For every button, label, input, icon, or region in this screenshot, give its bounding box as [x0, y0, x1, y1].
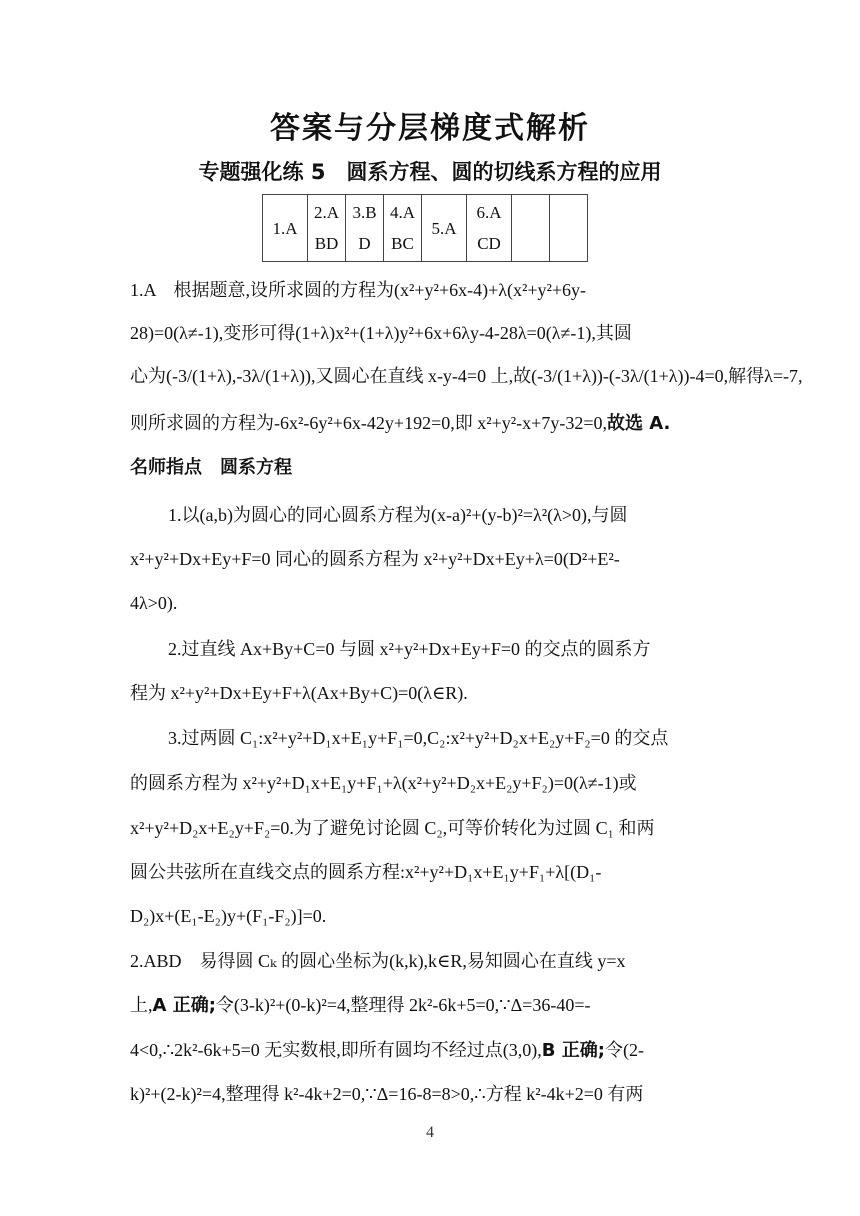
solution-2-line: 4<0,∴2k²-6k+5=0 无实数根,即所有圆均不经过点(3,0),B 正确;令(2-: [130, 1040, 644, 1061]
answer-cell: 3.B D: [346, 195, 384, 262]
section-subtitle: 专题强化练 5 圆系方程、圆的切线系方程的应用: [198, 160, 662, 184]
page-number: 4: [426, 1124, 434, 1141]
answer-cell-empty: [512, 195, 550, 262]
solution-2-line: k)²+(2-k)²=4,整理得 k²-4k+2=0,∵Δ=16-8=8>0,∴方程 k²-4k+2=0 有两: [130, 1084, 644, 1104]
teacher-tip-heading: 名师指点 圆系方程: [130, 457, 292, 478]
solution-2-line: 上,A 正确;令(3-k)²+(0-k)²=4,整理得 2k²-6k+5=0,∵Δ=36-40=-: [130, 995, 591, 1016]
tip-line: 1.以(a,b)为圆心的同心圆系方程为(x-a)²+(y-b)²=λ²(λ>0),与圆: [168, 505, 628, 525]
tip-line: x²+y²+Dx+Ey+F=0 同心的圆系方程为 x²+y²+Dx+Ey+λ=0(D²+E²-: [130, 549, 620, 569]
solution-1-line: 心为(-3/(1+λ),-3λ/(1+λ)),又圆心在直线 x-y-4=0 上,故(-3/(1+λ))-(-3λ/(1+λ))-4=0,解得λ=-7,: [130, 366, 803, 386]
answer-cell: 1.A: [263, 195, 308, 262]
b-correct-emphasis: B 正确;: [541, 1040, 605, 1061]
tip-line: 的圆系方程为 x²+y²+D₁x+E₁y+F₁+λ(x²+y²+D₂x+E₂y+F₂)=0(λ≠-1)或: [130, 773, 637, 793]
tip-line: 4λ>0).: [130, 593, 178, 613]
solution-1-line: 1.A 根据题意,设所求圆的方程为(x²+y²+6x-4)+λ(x²+y²+6y-: [130, 280, 587, 300]
tip-line: D₂)x+(E₁-E₂)y+(F₁-F₂)]=0.: [130, 906, 327, 926]
tip-line: 2.过直线 Ax+By+C=0 与圆 x²+y²+Dx+Ey+F=0 的交点的圆系方: [168, 639, 651, 659]
answer-cell: 5.A: [422, 195, 467, 262]
solution-1-line: 28)=0(λ≠-1),变形可得(1+λ)x²+(1+λ)y²+6x+6λy-4-28λ=0(λ≠-1),其圆: [130, 323, 632, 343]
page-title: 答案与分层梯度式解析: [270, 111, 590, 146]
answer-cell-empty: [550, 195, 588, 262]
answer-cell: 2.A BD: [308, 195, 346, 262]
answer-cell: 6.A CD: [467, 195, 512, 262]
solution-2-line: 2.ABD 易得圆 Cₖ 的圆心坐标为(k,k),k∈R,易知圆心在直线 y=x: [130, 951, 626, 971]
tip-line: 圆公共弦所在直线交点的圆系方程:x²+y²+D₁x+E₁y+F₁+λ[(D₁-: [130, 862, 602, 882]
choose-a-emphasis: 故选 A.: [606, 413, 671, 434]
tip-line: 程为 x²+y²+Dx+Ey+F+λ(Ax+By+C)=0(λ∈R).: [130, 683, 468, 703]
answer-cell: 4.A BC: [384, 195, 422, 262]
a-correct-emphasis: A 正确;: [152, 995, 216, 1016]
answer-table: [262, 194, 588, 262]
tip-line: x²+y²+D₂x+E₂y+F₂=0.为了避免讨论圆 C₂,可等价转化为过圆 C₁ 和两: [130, 818, 655, 838]
tip-line: 3.过两圆 C₁:x²+y²+D₁x+E₁y+F₁=0,C₂:x²+y²+D₂x+E₂y+F₂=0 的交点: [168, 728, 669, 748]
solution-1-line: 则所求圆的方程为-6x²-6y²+6x-42y+192=0,即 x²+y²-x+7y-32=0,故选 A.: [130, 413, 671, 434]
